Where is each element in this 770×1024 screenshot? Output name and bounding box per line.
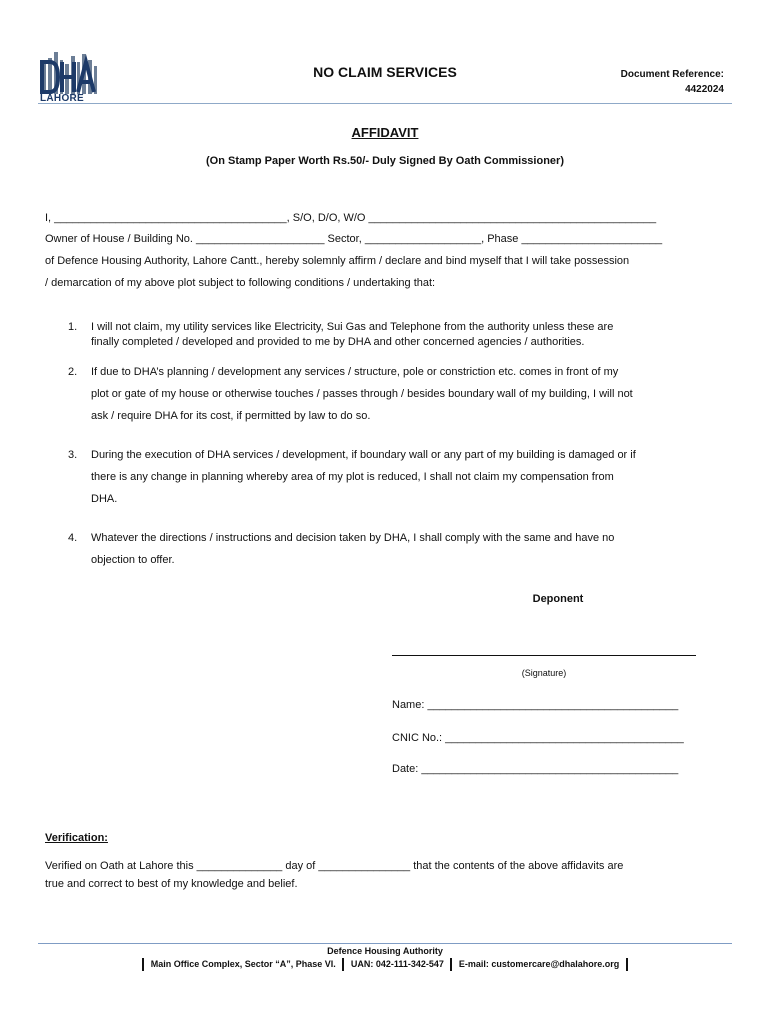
footer-contact <box>0 958 770 971</box>
separator-bar <box>626 958 628 971</box>
intro-line-1 <box>45 212 727 224</box>
footer-organization: Defence Housing Authority <box>327 946 443 956</box>
doc-ref-value: 4422024 <box>685 84 724 95</box>
separator-bar <box>142 958 144 971</box>
condition-text: Whatever the directions / instructions and decision taken by DHA, I shall comply with the same and have no <box>91 532 615 544</box>
condition-text: there is any change in planning whereby area of my plot is reduced, I shall not claim my compensation from <box>91 471 614 483</box>
intro-line-4: / demarcation of my above plot subject to following conditions / undertaking that: <box>45 277 436 289</box>
footer-divider <box>38 943 732 944</box>
footer-uan: UAN: 042-111-342-547 <box>350 958 444 969</box>
header-divider <box>38 103 732 104</box>
page-title: NO CLAIM SERVICES <box>313 64 457 80</box>
cnic-field[interactable]: CNIC No.: _______________________________________ <box>392 732 684 744</box>
signature-line[interactable] <box>392 655 696 656</box>
intro-name-field[interactable]: I, ______________________________________, S/O, D/O, W/O <box>45 212 366 224</box>
document-reference <box>621 67 724 97</box>
condition-text: I will not claim, my utility services like Electricity, Sui Gas and Telephone from the authority unless these are <box>91 321 614 333</box>
deponent-label: Deponent <box>532 593 584 605</box>
verification-line-2: true and correct to best of my knowledge and belief. <box>45 878 298 890</box>
intro-relation-field[interactable]: _______________________________________________ <box>368 212 657 224</box>
condition-text: objection to offer. <box>91 554 175 566</box>
verification-title: Verification: <box>45 832 108 844</box>
condition-number: 3. <box>68 449 78 461</box>
doc-ref-label: Document Reference: <box>620 69 724 80</box>
condition-text: DHA. <box>91 493 118 505</box>
condition-text: ask / require DHA for its cost, if permitted by law to do so. <box>91 410 371 422</box>
separator-bar <box>450 958 452 971</box>
footer-address: Main Office Complex, Sector “A”, Phase VI. <box>150 958 336 969</box>
verification-line-1[interactable]: Verified on Oath at Lahore this ______________ day of _______________ that the contents of the above affidavits are <box>45 860 624 872</box>
condition-text: finally completed / developed and provided to me by DHA and other concerned agencies / authorities. <box>91 336 585 348</box>
condition-text: plot or gate of my house or otherwise touches / passes through / besides boundary wall of my building, I will not <box>91 388 633 400</box>
intro-line-3: of Defence Housing Authority, Lahore Cantt., hereby solemnly affirm / declare and bind myself that I will take possession <box>45 255 630 267</box>
affidavit-subtitle: (On Stamp Paper Worth Rs.50/- Duly Signed By Oath Commissioner) <box>206 155 564 167</box>
condition-number: 4. <box>68 532 78 544</box>
condition-text: During the execution of DHA services / development, if boundary wall or any part of my building is damaged or if <box>91 449 636 461</box>
signature-label: (Signature) <box>521 668 567 678</box>
condition-text: If due to DHA’s planning / development any services / structure, pole or constriction etc. comes in front of my <box>91 366 619 378</box>
date-field[interactable]: Date: __________________________________________ <box>392 763 679 775</box>
separator-bar <box>342 958 344 971</box>
footer-email[interactable]: E-mail: customercare@dhalahore.org <box>458 958 620 969</box>
affidavit-title: AFFIDAVIT <box>351 125 419 140</box>
name-field[interactable]: Name: _________________________________________ <box>392 699 679 711</box>
intro-line-2[interactable]: Owner of House / Building No. _____________________ Sector, ___________________, Phase _______________________ <box>45 233 663 245</box>
condition-number: 2. <box>68 366 78 378</box>
logo-lahore-text: LAHORE <box>40 93 85 104</box>
condition-number: 1. <box>68 321 78 333</box>
